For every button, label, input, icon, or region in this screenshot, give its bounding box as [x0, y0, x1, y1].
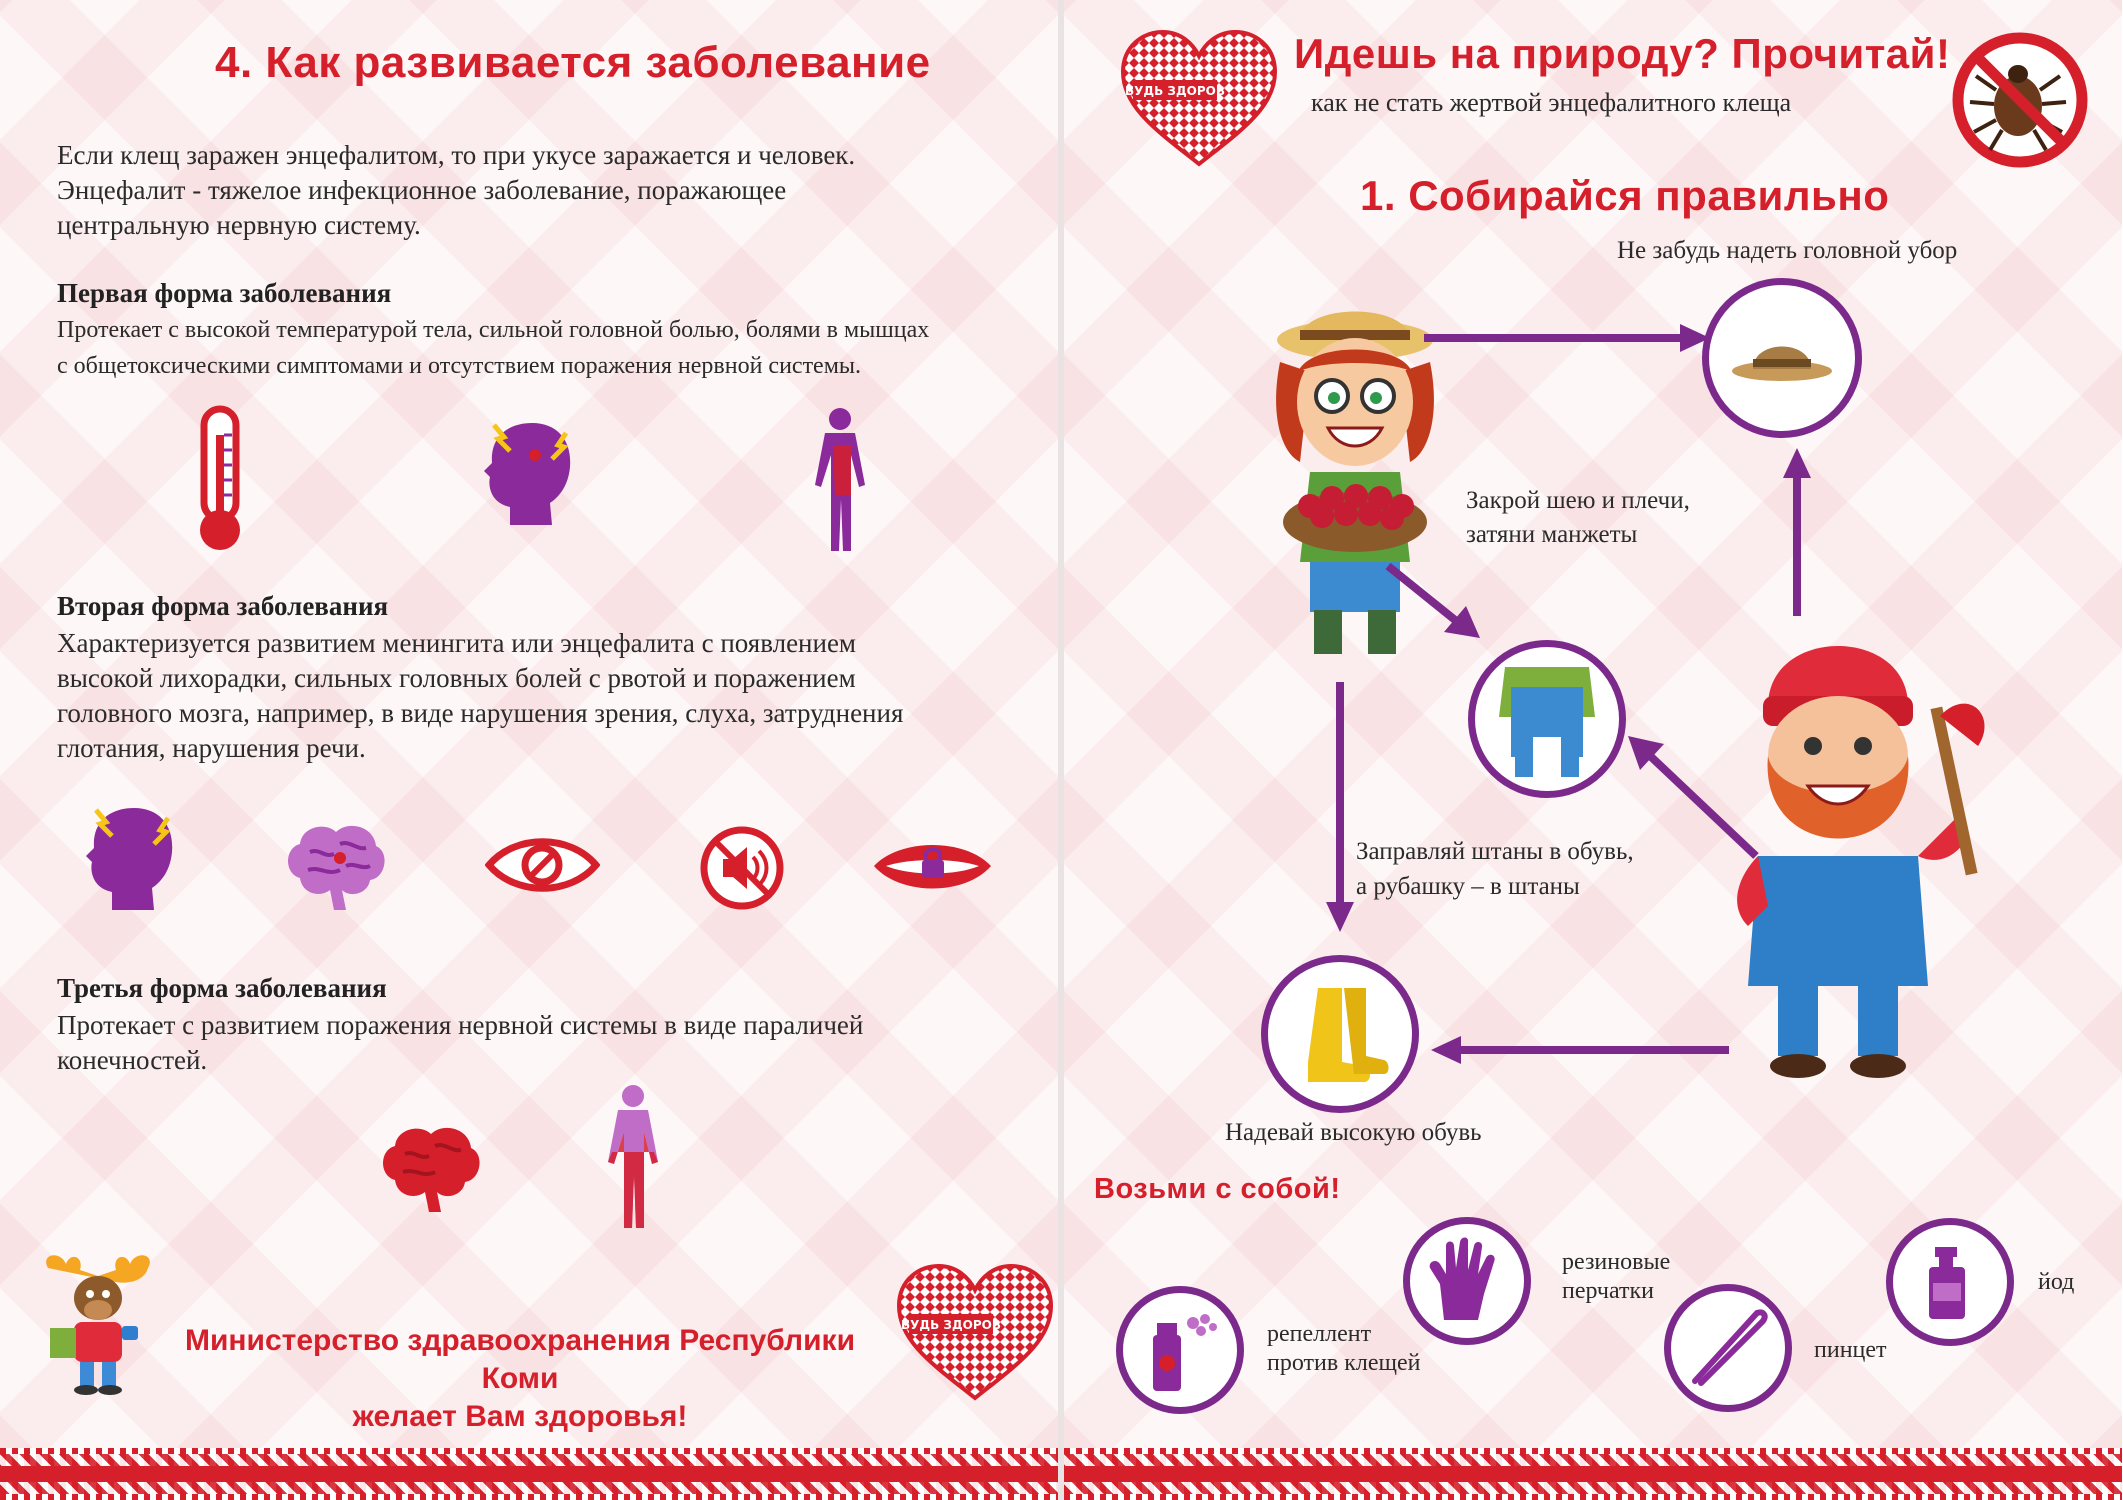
logo-text-top: БУДЬ ЗДОРОВ — [1125, 84, 1225, 98]
no-tick-icon — [1950, 30, 2090, 170]
body-icon — [598, 1082, 668, 1232]
left-page — [0, 0, 1058, 1500]
hat-ring — [1702, 278, 1862, 438]
arrow-to-overalls — [1384, 562, 1484, 642]
intro-line-3: центральную нервную систему. — [57, 210, 421, 240]
form1-line-1: Протекает с высокой температурой тела, сильной головной болью, болями в мышцах — [57, 317, 930, 343]
thermometer-icon — [190, 405, 250, 555]
tip-tuck-line-1: Заправляй штаны в обувь, — [1356, 838, 1634, 865]
gloves-ring — [1403, 1217, 1531, 1345]
boots-ring — [1261, 955, 1419, 1113]
right-page — [1064, 0, 2122, 1500]
tip-tuck — [1356, 834, 1634, 904]
headline: Идешь на природу? Прочитай! — [1294, 30, 1951, 77]
tip-hat: Не забудь надеть головной убор — [1617, 237, 1958, 264]
iodine-label: йод — [2038, 1269, 2075, 1295]
gloves-icon — [1410, 1224, 1524, 1338]
eye-crossed-icon — [485, 830, 600, 900]
iodine-icon — [1893, 1225, 2007, 1339]
repellent-icon — [1123, 1293, 1237, 1407]
repellent-label-line-1: репеллент — [1267, 1321, 1372, 1347]
overalls-ring — [1468, 640, 1626, 798]
ministry-message — [180, 1322, 860, 1436]
gloves-label — [1562, 1248, 1670, 1306]
form3-heading: Третья форма заболевания — [57, 973, 387, 1003]
repellent-ring — [1116, 1286, 1244, 1414]
be-healthy-heart-logo-top — [1119, 28, 1279, 168]
arrow-up-to-hat — [1777, 446, 1817, 616]
overalls-icon — [1475, 647, 1619, 791]
form2-line-3: головного мозга, например, в виде нарушения зрения, слуха, затруднения — [57, 698, 904, 728]
subheadline: как не стать жертвой энцефалитного клеща — [1311, 88, 1792, 117]
tweezers-ring — [1664, 1284, 1792, 1412]
tip-neck-line-1: Закрой шею и плечи, — [1466, 487, 1690, 514]
form1-line-2: с общетоксическими симптомами и отсутствием поражения нервной системы. — [57, 353, 862, 379]
tweezers-label: пинцет — [1814, 1337, 1887, 1363]
be-healthy-heart-logo — [895, 1262, 1055, 1402]
hat-icon — [1709, 285, 1855, 431]
tip-tuck-line-2: а рубашку – в штаны — [1356, 873, 1580, 900]
gloves-label-line-1: резиновые — [1562, 1249, 1671, 1275]
moose-mascot — [40, 1248, 160, 1398]
tip-neck-line-2: затяни манжеты — [1466, 521, 1638, 548]
intro-line-2: Энцефалит - тяжелое инфекционное заболевание, поражающее — [57, 175, 787, 205]
arrow-to-boots — [1429, 1030, 1729, 1070]
tip-neck — [1466, 484, 1690, 552]
form2-line-1: Характеризуется развитием менингита или энцефалита с появлением — [57, 628, 857, 658]
headache-icon-2 — [82, 800, 182, 920]
rubber-boots-icon — [1268, 962, 1412, 1106]
gloves-label-line-2: перчатки — [1562, 1278, 1654, 1304]
tip-boots: Надевай высокую обувь — [1225, 1119, 1482, 1146]
arrow-to-hat — [1424, 318, 1714, 358]
repellent-label-line-2: против клещей — [1267, 1350, 1421, 1376]
ministry-line-2: желает Вам здоровья! — [352, 1400, 688, 1433]
body-pain-icon — [805, 405, 875, 555]
ornament-band — [0, 1448, 1058, 1500]
brain-icon-2 — [375, 1120, 485, 1215]
logo-text: БУДЬ ЗДОРОВ — [901, 1318, 1001, 1332]
repellent-label — [1267, 1320, 1420, 1378]
brain-icon — [280, 818, 390, 913]
no-sound-icon — [697, 823, 787, 913]
form2-line-4: глотания, нарушения речи. — [57, 733, 366, 763]
form2-line-2: высокой лихорадки, сильных головных болей с рвотой и поражением — [57, 663, 856, 693]
arrow-down-to-boots — [1320, 682, 1360, 934]
ministry-line-1: Министерство здравоохранения Республики Коми — [184, 1324, 856, 1395]
iodine-ring — [1886, 1218, 2014, 1346]
headache-icon — [480, 415, 580, 535]
intro-line-1: Если клещ заражен энцефалитом, то при укусе заражается и человек. — [57, 140, 856, 170]
form1-heading: Первая форма заболевания — [57, 278, 392, 308]
arrow-from-man-to-overalls — [1620, 730, 1760, 860]
locked-mouth-icon — [870, 838, 995, 898]
page-title: 4. Как развивается заболевание — [215, 38, 931, 87]
section-title: 1. Собирайся правильно — [1360, 172, 1890, 219]
tweezers-icon — [1671, 1291, 1785, 1405]
form3-line-2: конечностей. — [57, 1045, 208, 1075]
take-with-you-title: Возьми с собой! — [1094, 1173, 1341, 1205]
ornament-band-right — [1064, 1448, 2122, 1500]
form3-line-1: Протекает с развитием поражения нервной системы в виде параличей — [57, 1010, 864, 1040]
form2-heading: Вторая форма заболевания — [57, 591, 389, 621]
